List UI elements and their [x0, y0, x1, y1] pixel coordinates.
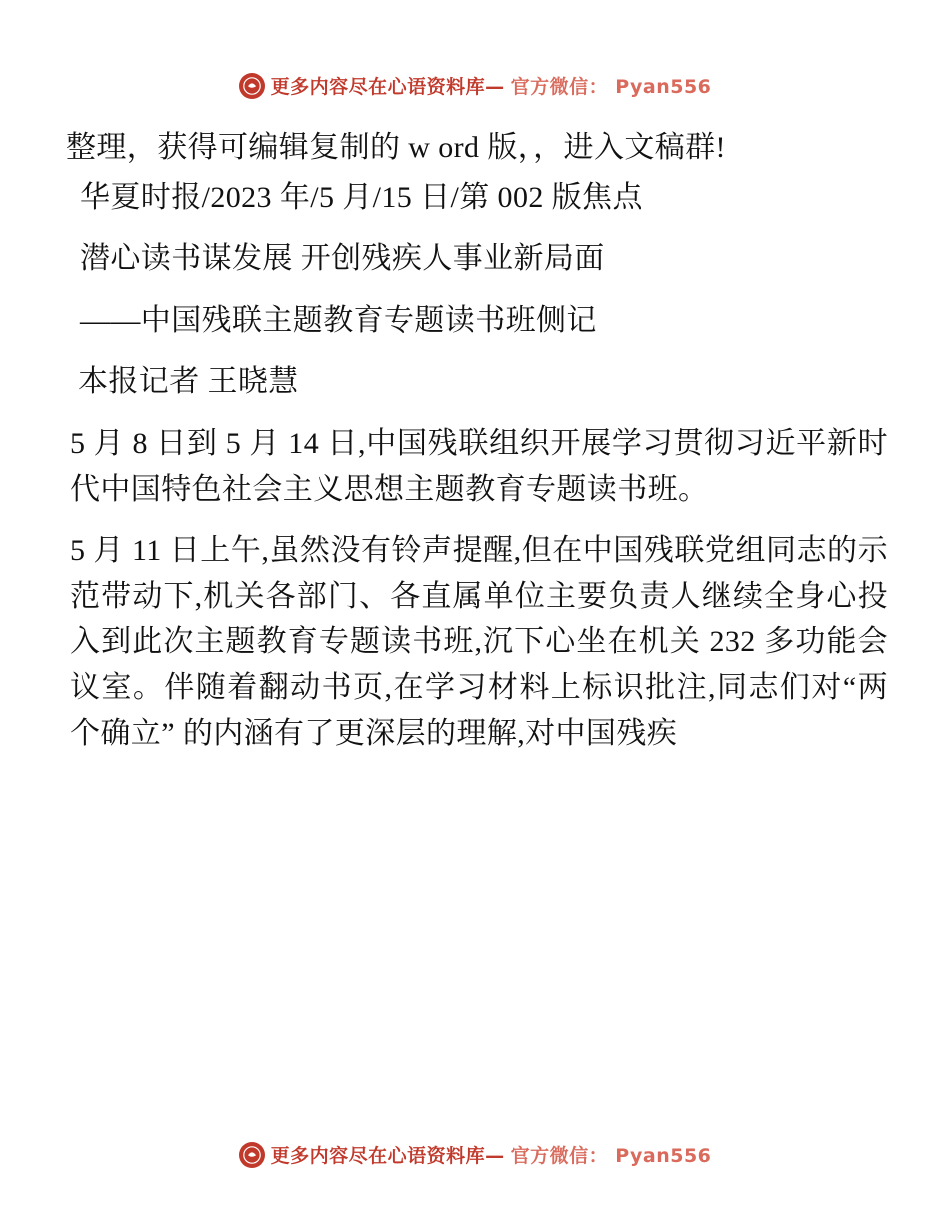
watermark-sub-text: 官方微信： Pyan556 — [510, 1145, 712, 1167]
paragraph-intro: 整理，获得可编辑复制的 w ord 版，，进入文稿群! — [66, 131, 726, 164]
circle-badge-icon — [239, 1142, 265, 1168]
circle-badge-icon — [239, 73, 265, 99]
paragraph-body-1: 5 月 8 日到 5 月 14 日,中国残联组织开展学习贯彻习近平新时代中国特色社会主义思想主题教育专题读书班。 — [70, 426, 888, 506]
watermark-sub-text: 官方微信： Pyan556 — [510, 76, 712, 98]
paragraph-body-2: 5 月 11 日上午,虽然没有铃声提醒,但在中国残联党组同志的示范带动下,机关各部门、各直属单位主要负责人继续全身心投入到此次主题教育专题读书班,沉下心坐在机关 232 多功能会议室。伴随着翻动书页,在学习材料上标识批注,同志们对“两个确立” 的内涵有了更深层的理解,对中国残疾 — [70, 534, 888, 750]
watermark-header — [0, 72, 950, 99]
paragraph-source-line: 华夏时报/2023 年/5 月/15 日/第 002 版焦点 — [80, 180, 643, 214]
watermark-main-text: 更多内容尽在心语资料库— — [270, 76, 505, 98]
paragraph-title: 潜心读书谋发展 开创残疾人事业新局面 — [80, 242, 605, 276]
paragraph-subtitle: ——中国残联主题教育专题读书班侧记 — [80, 303, 597, 337]
watermark-footer — [0, 1141, 950, 1168]
document-content — [0, 125, 950, 1141]
paragraph-byline: 本报记者 王晓慧 — [78, 365, 299, 399]
watermark-main-text: 更多内容尽在心语资料库— — [270, 1145, 505, 1167]
